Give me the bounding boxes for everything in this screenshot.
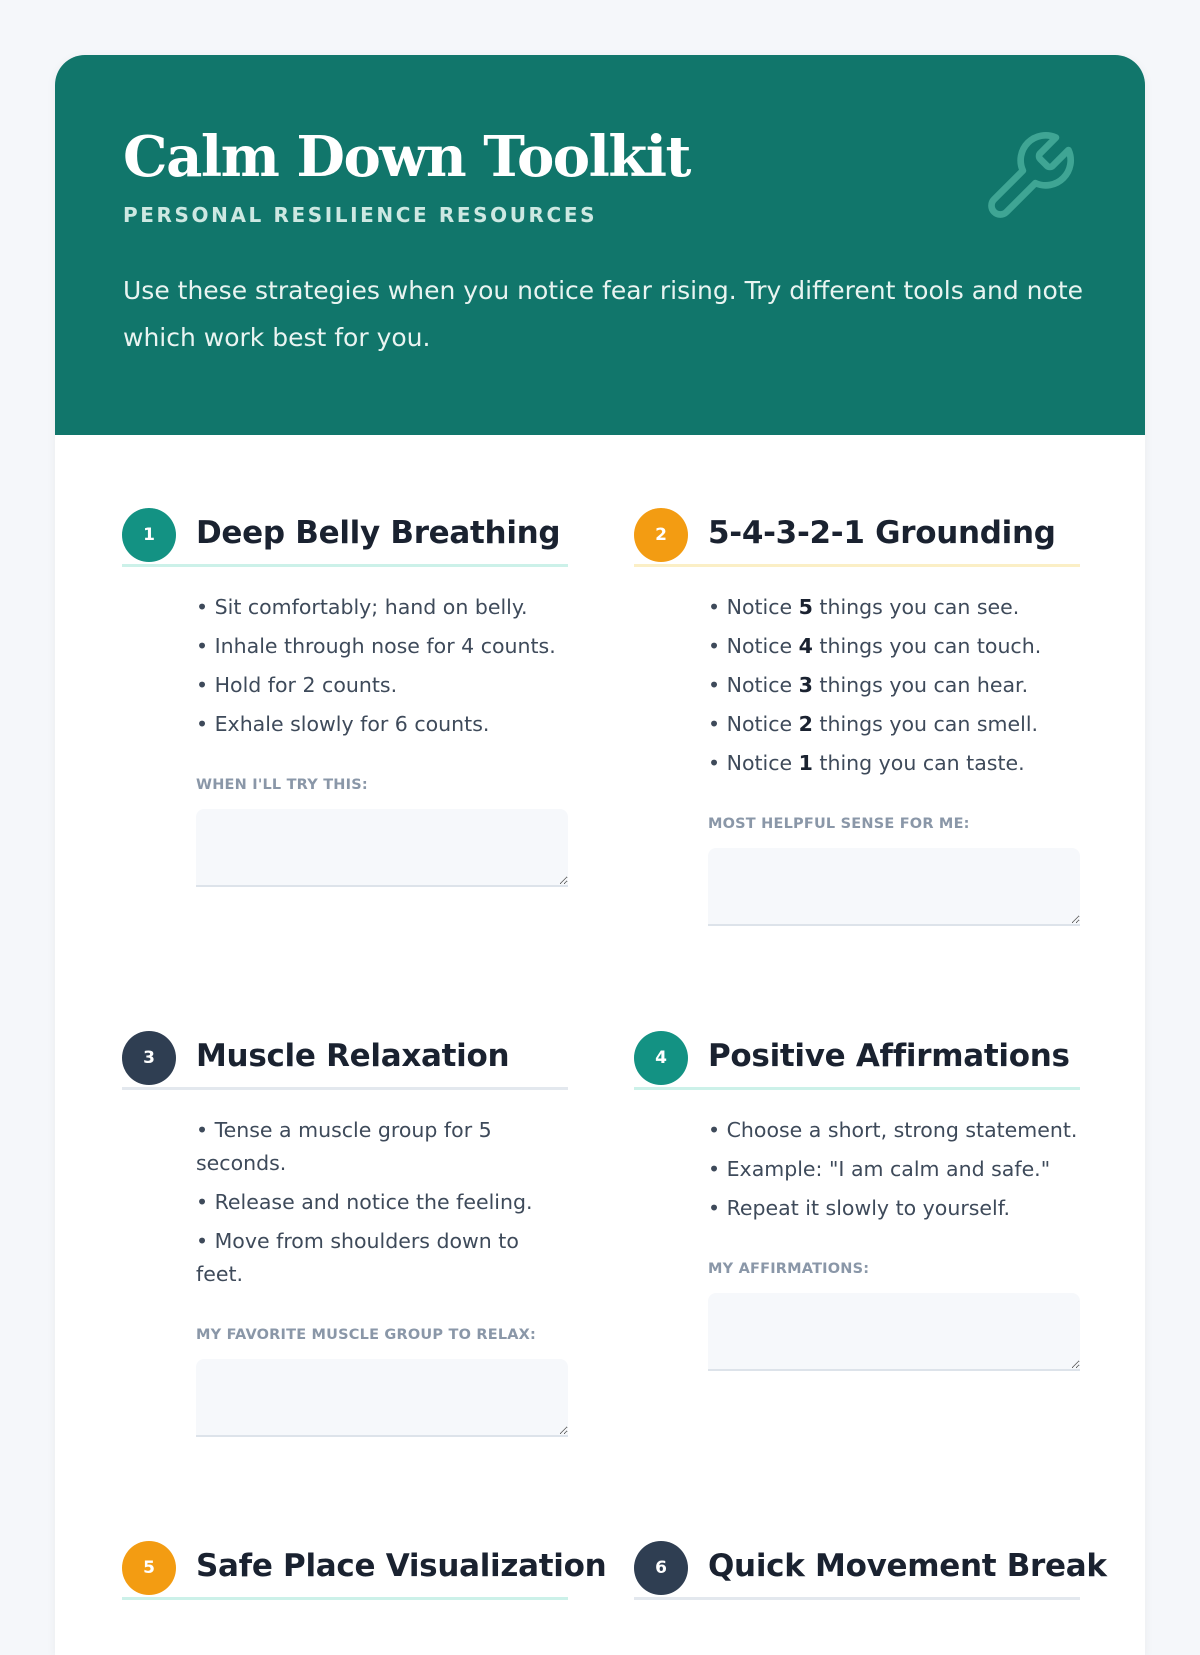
tool-header	[122, 503, 568, 567]
count-number: 2	[798, 712, 813, 736]
number-badge: 6	[634, 1541, 688, 1595]
tool-title: Muscle Relaxation	[196, 1038, 510, 1074]
field-label: WHEN I'LL TRY THIS:	[196, 777, 368, 793]
header-banner	[55, 55, 1145, 435]
tool-positive-affirmations	[634, 1026, 1080, 1371]
step-item: • Example: "I am calm and safe."	[708, 1153, 1080, 1186]
step-item: • Inhale through nose for 4 counts.	[196, 630, 568, 663]
when-try-input[interactable]	[196, 809, 568, 887]
tool-deep-belly-breathing	[122, 503, 568, 887]
tool-title: Quick Movement Break	[708, 1548, 1107, 1584]
tool-title: Positive Affirmations	[708, 1038, 1070, 1074]
step-item: • Notice 2 things you can smell.	[708, 708, 1080, 741]
tool-header	[634, 1536, 1107, 1600]
steps-list	[196, 591, 568, 741]
tool-grounding	[634, 503, 1080, 926]
step-item: • Notice 4 things you can touch.	[708, 630, 1080, 663]
count-number: 3	[798, 673, 813, 697]
field-label: MY FAVORITE MUSCLE GROUP TO RELAX:	[196, 1327, 537, 1343]
page-subtitle: PERSONAL RESILIENCE RESOURCES	[123, 203, 598, 227]
step-item: • Choose a short, strong statement.	[708, 1114, 1080, 1147]
tool-header	[634, 1026, 1080, 1090]
helpful-sense-input[interactable]	[708, 848, 1080, 926]
step-item: • Notice 1 thing you can taste.	[708, 747, 1080, 780]
step-item: • Tense a muscle group for 5 seconds.	[196, 1114, 568, 1180]
muscle-group-input[interactable]	[196, 1359, 568, 1437]
wrench-icon	[979, 127, 1079, 227]
number-badge: 5	[122, 1541, 176, 1595]
tool-quick-movement-break	[634, 1536, 1107, 1600]
toolkit-card	[55, 55, 1145, 1655]
tool-safe-place-visualization	[122, 1536, 607, 1600]
steps-list	[708, 1114, 1080, 1225]
intro-text: Use these strategies when you notice fear rising. Try different tools and note which work best for you.	[123, 276, 1083, 352]
field-label: MY AFFIRMATIONS:	[708, 1261, 870, 1277]
count-number: 1	[798, 751, 813, 775]
field-label: MOST HELPFUL SENSE FOR ME:	[708, 816, 970, 832]
affirmations-input[interactable]	[708, 1293, 1080, 1371]
tool-title: 5-4-3-2-1 Grounding	[708, 515, 1056, 551]
step-item: • Sit comfortably; hand on belly.	[196, 591, 568, 624]
step-item: • Repeat it slowly to yourself.	[708, 1192, 1080, 1225]
step-item: • Exhale slowly for 6 counts.	[196, 708, 568, 741]
count-number: 5	[798, 595, 813, 619]
step-item: • Hold for 2 counts.	[196, 669, 568, 702]
steps-list	[708, 591, 1080, 780]
tool-header	[122, 1536, 607, 1600]
count-number: 4	[798, 634, 813, 658]
steps-list	[196, 1114, 568, 1291]
step-item: • Move from shoulders down to feet.	[196, 1225, 568, 1291]
step-item: • Release and notice the feeling.	[196, 1186, 568, 1219]
page-title: Calm Down Toolkit	[123, 124, 690, 190]
tool-title: Deep Belly Breathing	[196, 515, 561, 551]
tool-header	[122, 1026, 568, 1090]
step-item: • Notice 3 things you can hear.	[708, 669, 1080, 702]
step-item: • Notice 5 things you can see.	[708, 591, 1080, 624]
number-badge: 4	[634, 1031, 688, 1085]
tool-title: Safe Place Visualization	[196, 1548, 607, 1584]
tool-header	[634, 503, 1080, 567]
number-badge: 2	[634, 508, 688, 562]
tool-muscle-relaxation	[122, 1026, 568, 1437]
number-badge: 1	[122, 508, 176, 562]
number-badge: 3	[122, 1031, 176, 1085]
